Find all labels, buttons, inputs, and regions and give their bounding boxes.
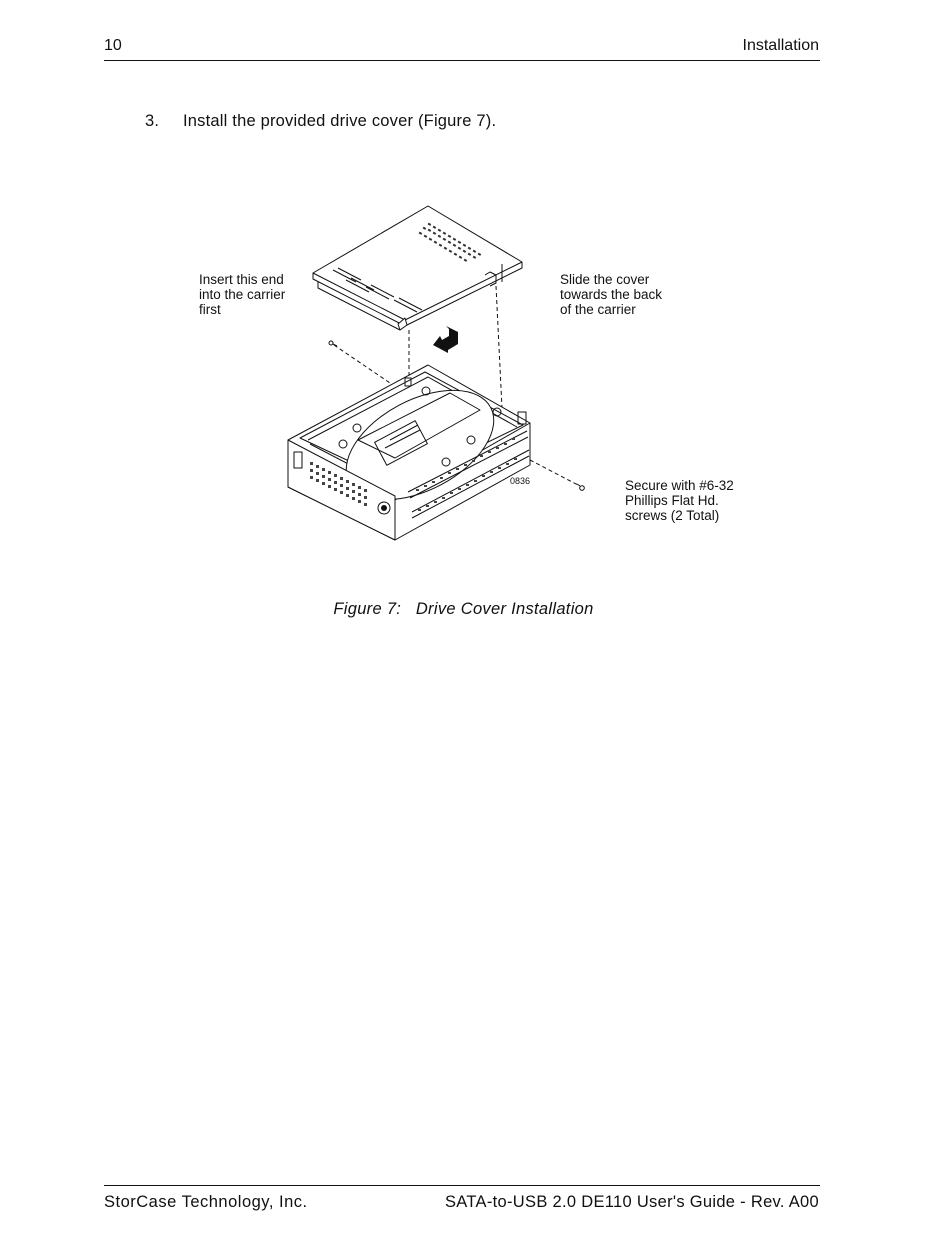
callout-line: Phillips Flat Hd.: [625, 493, 719, 508]
screw-right: [577, 484, 584, 490]
callout-slide-cover: [560, 272, 662, 317]
callout-line: Slide the cover: [560, 272, 650, 287]
callout-line: Secure with #6-32: [625, 478, 734, 493]
figure-caption: Figure 7: Drive Cover Installation: [333, 600, 594, 618]
callout-insert-end: [199, 272, 285, 317]
section-title: Installation: [742, 37, 819, 54]
callout-line: of the carrier: [560, 302, 636, 317]
callout-line: Insert this end: [199, 272, 284, 287]
callout-line: first: [199, 302, 221, 317]
callout-line: towards the back: [560, 287, 663, 302]
callout-line: screws (2 Total): [625, 508, 720, 523]
page-number: 10: [104, 37, 122, 54]
direction-arrow: [433, 326, 458, 353]
footer-rule: [104, 1185, 820, 1186]
step-number: 3.: [145, 112, 160, 130]
step-text: Install the provided drive cover (Figure 7).: [183, 112, 497, 130]
drive-cover: [313, 206, 522, 330]
part-code: 0836: [510, 476, 531, 486]
callout-line: into the carrier: [199, 287, 286, 302]
footer-guide-title: SATA-to-USB 2.0 DE110 User's Guide - Rev. A00: [445, 1193, 819, 1211]
callout-secure-screws: [625, 478, 734, 523]
footer-company: StorCase Technology, Inc.: [104, 1193, 308, 1211]
screw-left: [329, 341, 337, 346]
drive-carrier: [288, 365, 530, 540]
